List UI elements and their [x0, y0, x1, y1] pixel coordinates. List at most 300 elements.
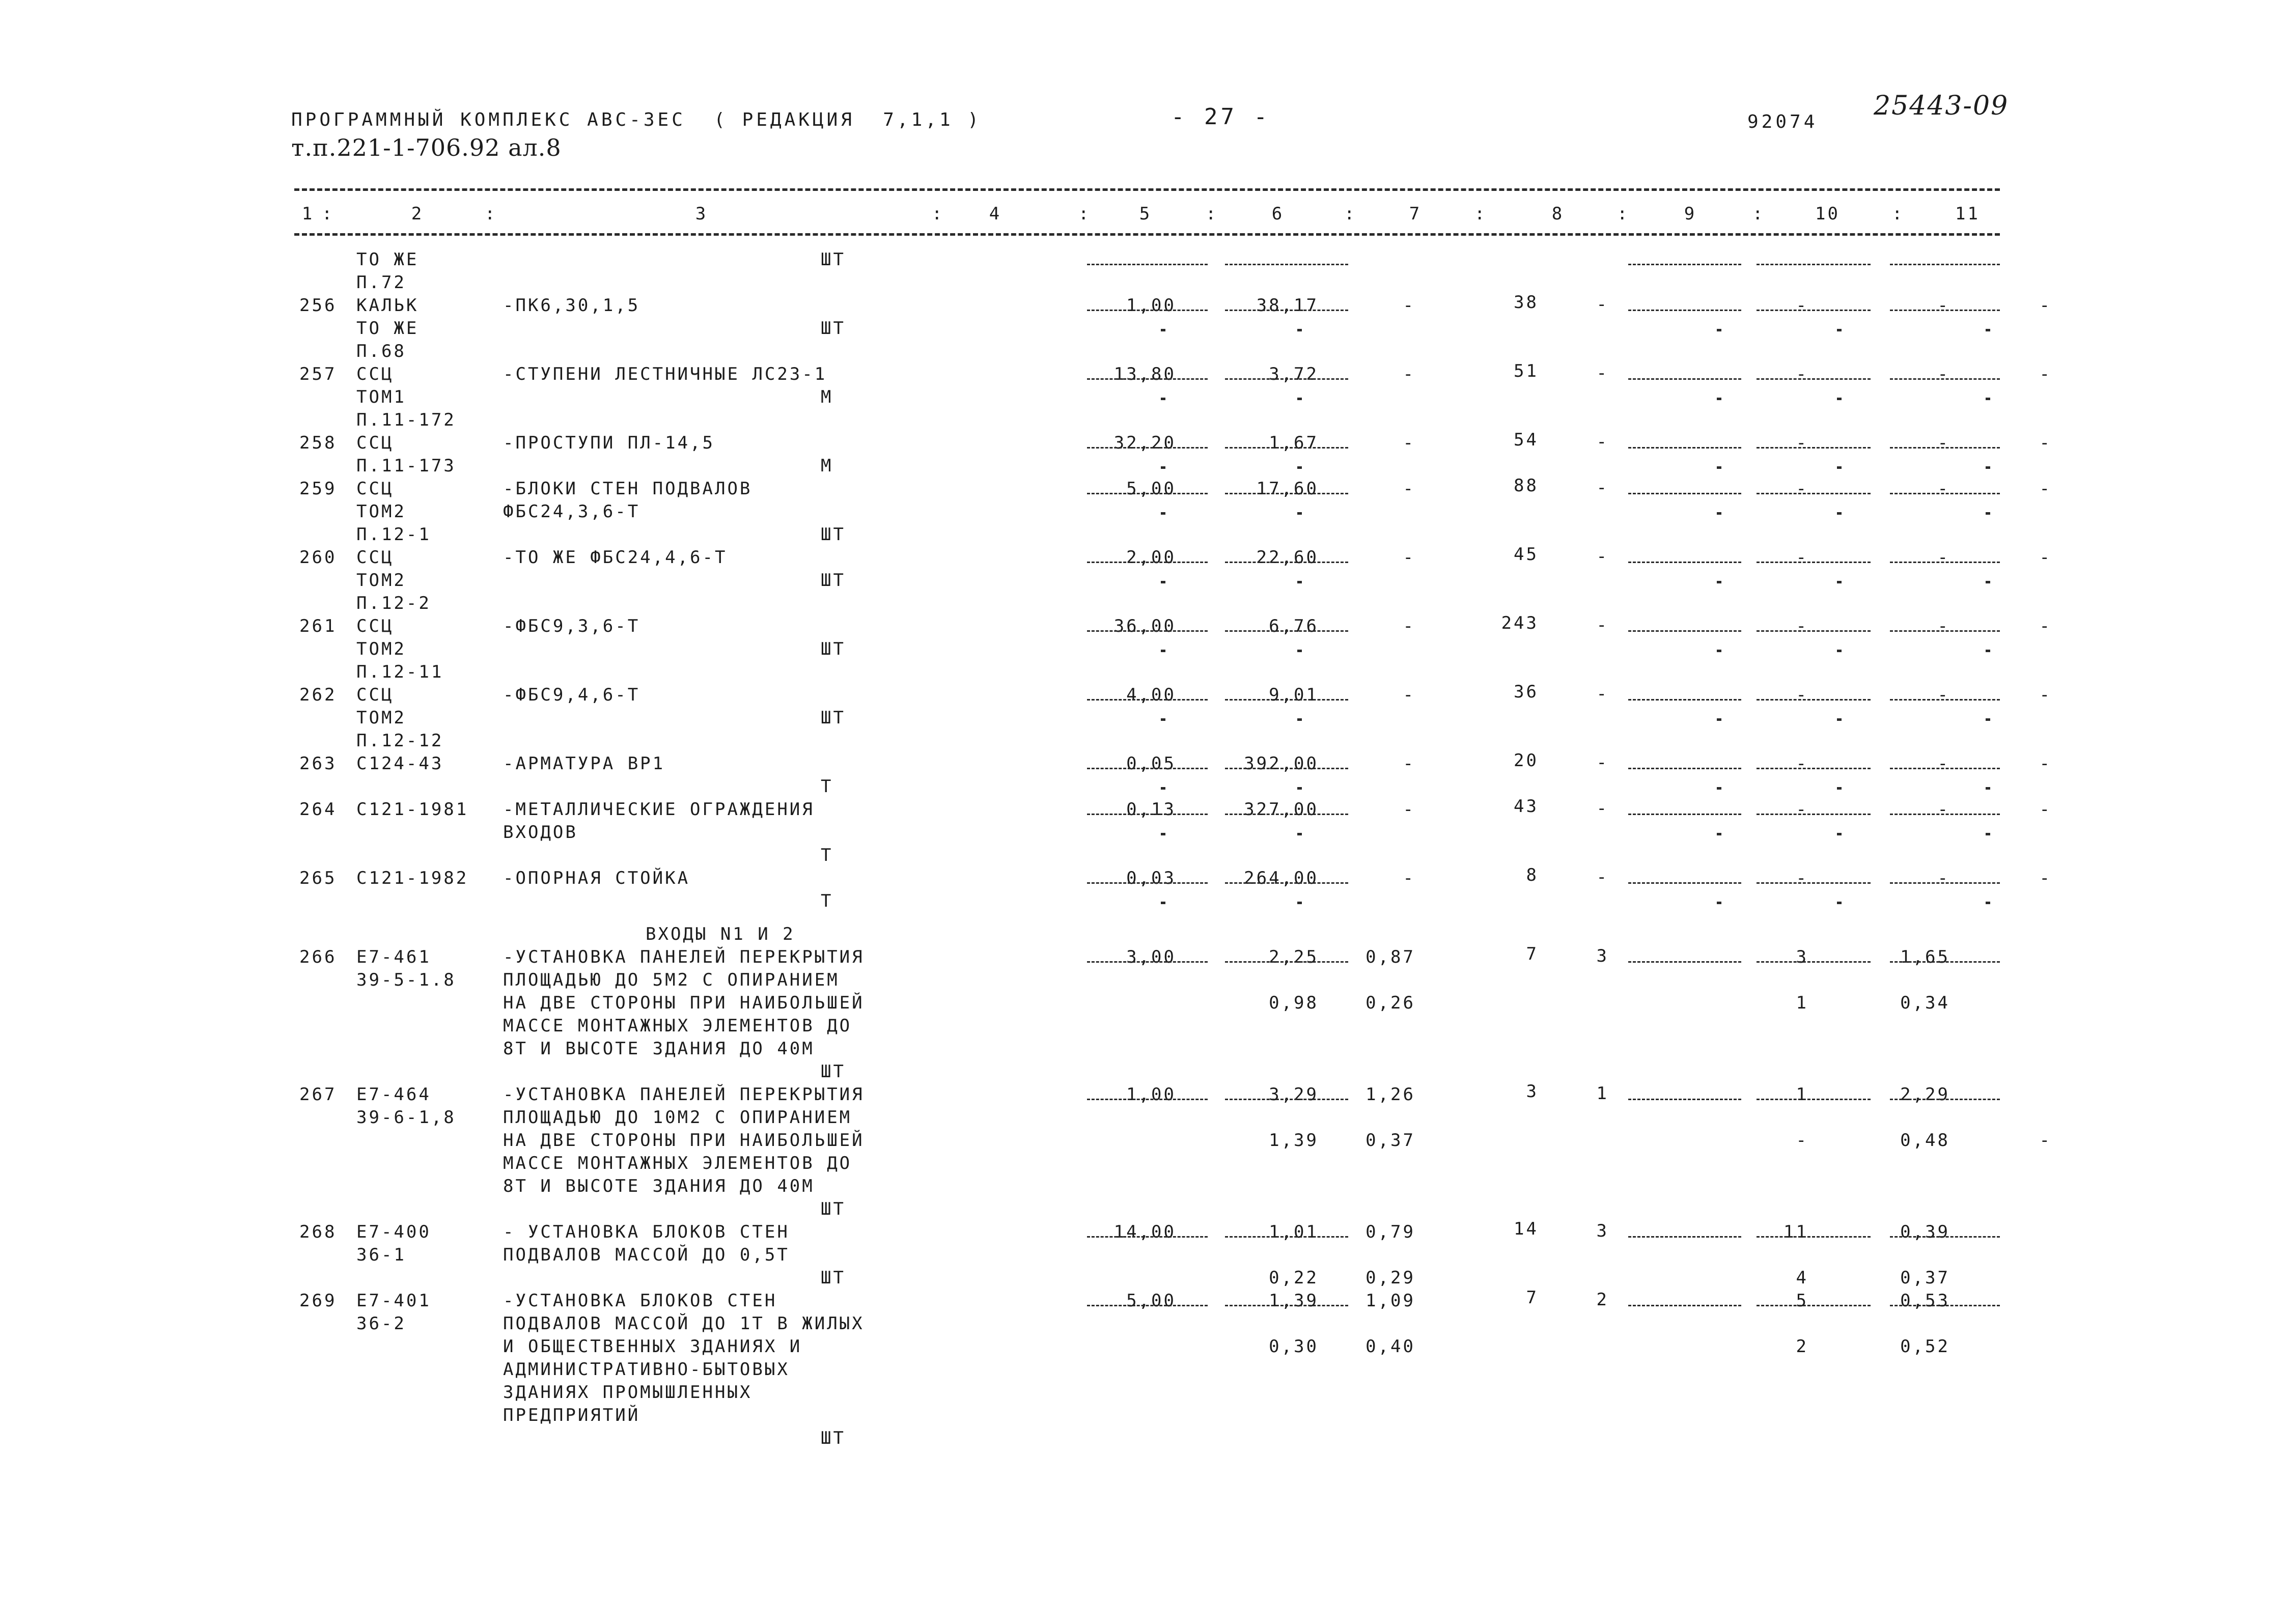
cell-c5: 17,60	[1256, 479, 1319, 499]
cell-c8: -	[1596, 294, 1609, 315]
cell-qty: 5,00	[1126, 479, 1176, 499]
cell-c11: -	[2039, 616, 2052, 636]
cell-c6: 0,40	[1366, 1336, 1415, 1357]
empty-mark	[1986, 718, 1990, 721]
row-code: С124-43	[356, 753, 444, 774]
cell-c8: -	[1596, 867, 1609, 887]
column-separator: :	[1617, 204, 1630, 224]
row-code: ССЦ	[356, 479, 394, 499]
row-description: МАССЕ МОНТАЖНЫХ ЭЛЕМЕНТОВ ДО	[503, 1016, 852, 1036]
cell-c6: -	[1403, 547, 1415, 568]
row-unit: ШТ	[821, 1199, 846, 1219]
row-number: 259	[299, 479, 337, 499]
row-code: ТО ЖЕ	[356, 249, 419, 270]
cell-c10: -	[1937, 364, 1950, 384]
row-description: ПРЕДПРИЯТИЙ	[503, 1405, 640, 1425]
subtotal-rule	[1890, 814, 2000, 815]
row-description: -УСТАНОВКА ПАНЕЛЕЙ ПЕРЕКРЫТИЯ	[503, 947, 865, 967]
subtotal-rule	[1628, 1099, 1741, 1100]
cell-c11: -	[2039, 433, 2052, 453]
empty-mark	[1837, 787, 1842, 790]
subtotal-rule	[1628, 447, 1741, 449]
subtotal-rule	[1225, 961, 1348, 963]
empty-mark	[1986, 398, 1990, 400]
subtotal-rule	[1087, 961, 1208, 963]
cell-qty: 0,13	[1126, 799, 1176, 820]
subtotal-rule	[1628, 961, 1741, 963]
cell-c10: -	[1937, 868, 1950, 888]
cell-c7: 14	[1514, 1219, 1539, 1239]
subtotal-rule	[1225, 310, 1348, 311]
empty-mark	[1717, 466, 1721, 469]
cell-c5: 327,00	[1244, 799, 1319, 820]
cell-c8: -	[1596, 752, 1609, 773]
row-code: П.11-173	[356, 456, 456, 476]
row-code: 36-1	[356, 1245, 406, 1265]
cell-c5: 2,25	[1269, 947, 1319, 967]
empty-mark	[1717, 833, 1721, 835]
empty-mark	[1297, 329, 1302, 331]
row-code: Е7-401	[356, 1291, 431, 1311]
cell-c5: 0,30	[1269, 1336, 1319, 1357]
cell-c9: 3	[1796, 947, 1808, 967]
subtotal-rule	[1890, 882, 2000, 884]
cell-c6: -	[1403, 616, 1415, 636]
row-description: -ФБС9,4,6-Т	[503, 685, 640, 705]
project-reference: т.п.221-1-706.92 ал.8	[291, 134, 562, 161]
cell-c5: 0,98	[1269, 993, 1319, 1013]
subtotal-rule	[1087, 882, 1208, 884]
row-description: -УСТАНОВКА ПАНЕЛЕЙ ПЕРЕКРЫТИЯ	[503, 1084, 865, 1105]
row-description: ФБС24,3,6-Т	[503, 501, 640, 522]
row-code: 39-5-1.8	[356, 970, 456, 990]
column-header-cell: 1	[301, 204, 315, 224]
subtotal-rule	[1890, 310, 2000, 311]
empty-mark	[1297, 512, 1302, 515]
section-title: ВХОДЫ N1 И 2	[646, 924, 795, 944]
document-code: 92074	[1747, 111, 1818, 132]
cell-c11: -	[2039, 364, 2052, 384]
row-code: Е7-400	[356, 1222, 431, 1242]
subtotal-rule	[1890, 961, 2000, 963]
empty-mark	[1297, 718, 1302, 721]
row-unit: ШТ	[821, 708, 846, 728]
subtotal-rule	[1087, 378, 1208, 380]
cell-c6: -	[1403, 364, 1415, 384]
row-code: П.68	[356, 341, 406, 361]
column-separator: :	[485, 204, 497, 224]
subtotal-rule	[1890, 630, 2000, 632]
cell-c8: -	[1596, 478, 1609, 498]
column-header-cell: 10	[1815, 204, 1840, 224]
column-header-cell: 7	[1409, 204, 1422, 224]
row-unit: ШТ	[821, 570, 846, 591]
row-code: Е7-464	[356, 1084, 431, 1105]
empty-mark	[1297, 833, 1302, 835]
subtotal-rule	[1628, 630, 1741, 632]
cell-c7: 20	[1514, 750, 1539, 771]
cell-c9: -	[1796, 547, 1808, 568]
cell-c9: -	[1796, 753, 1808, 774]
empty-mark	[1837, 329, 1842, 331]
empty-mark	[1986, 902, 1990, 904]
subtotal-rule	[1757, 1305, 1871, 1306]
cell-c6: 1,09	[1366, 1291, 1415, 1311]
cell-qty: 2,00	[1126, 547, 1176, 568]
subtotal-rule	[1225, 1099, 1348, 1100]
cell-c7: 54	[1514, 430, 1539, 450]
cell-c10: 0,52	[1900, 1336, 1950, 1357]
row-description: ПЛОЩАДЬЮ ДО 10М2 С ОПИРАНИЕМ	[503, 1107, 852, 1128]
empty-mark	[1297, 466, 1302, 469]
cell-c6: 0,26	[1366, 993, 1415, 1013]
row-code: ТОМ2	[356, 570, 406, 591]
subtotal-rule	[1225, 768, 1348, 769]
cell-c10: 0,39	[1900, 1222, 1950, 1242]
row-description: ПОДВАЛОВ МАССОЙ ДО 1Т В ЖИЛЫХ	[503, 1313, 865, 1334]
column-separator: :	[1078, 204, 1091, 224]
row-unit: Т	[821, 776, 833, 797]
empty-mark	[1161, 833, 1165, 835]
row-number: 266	[299, 947, 337, 967]
cell-c6: 1,26	[1366, 1084, 1415, 1105]
subtotal-rule	[1757, 1236, 1871, 1238]
subtotal-rule	[1890, 699, 2000, 701]
empty-mark	[1837, 466, 1842, 469]
empty-mark	[1837, 650, 1842, 652]
cell-c9: -	[1796, 295, 1808, 316]
cell-c6: -	[1403, 868, 1415, 888]
cell-qty: 4,00	[1126, 685, 1176, 705]
empty-mark	[1837, 581, 1842, 583]
subtotal-rule	[1628, 310, 1741, 311]
column-separator: :	[1474, 204, 1487, 224]
row-number: 267	[299, 1084, 337, 1105]
subtotal-rule	[1225, 699, 1348, 701]
cell-c10: -	[1937, 479, 1950, 499]
cell-c11: -	[2039, 1130, 2052, 1151]
cell-c10: 2,29	[1900, 1084, 1950, 1105]
cell-c11: -	[2039, 868, 2052, 888]
subtotal-rule	[1628, 264, 1741, 265]
subtotal-rule	[1628, 699, 1741, 701]
subtotal-rule	[1890, 1305, 2000, 1306]
cell-c6: -	[1403, 685, 1415, 705]
cell-c10: 0,53	[1900, 1291, 1950, 1311]
page-number: - 27 -	[1171, 104, 1270, 130]
cell-c9: -	[1796, 616, 1808, 636]
row-description: -ФБС9,3,6-Т	[503, 616, 640, 636]
subtotal-rule	[1757, 264, 1871, 265]
subtotal-rule	[1225, 378, 1348, 380]
subtotal-rule	[1225, 1305, 1348, 1306]
cell-c6: -	[1403, 799, 1415, 820]
cell-c7: 45	[1514, 544, 1539, 565]
cell-c6: -	[1403, 753, 1415, 774]
row-code: ТОМ1	[356, 387, 406, 407]
row-description: - УСТАНОВКА БЛОКОВ СТЕН	[503, 1222, 790, 1242]
empty-mark	[1717, 787, 1721, 790]
column-header-cell: 3	[695, 204, 708, 224]
column-header-cell: 9	[1684, 204, 1697, 224]
subtotal-rule	[1087, 1099, 1208, 1100]
cell-c6: 0,29	[1366, 1268, 1415, 1288]
cell-c5: 6,76	[1269, 616, 1319, 636]
empty-mark	[1717, 718, 1721, 721]
row-number: 268	[299, 1222, 337, 1242]
subtotal-rule	[1087, 699, 1208, 701]
empty-mark	[1717, 581, 1721, 583]
cell-c9: -	[1796, 364, 1808, 384]
cell-c9: 1	[1796, 1084, 1808, 1105]
subtotal-rule	[1757, 699, 1871, 701]
cell-c6: 0,37	[1366, 1130, 1415, 1151]
empty-mark	[1986, 512, 1990, 515]
cell-c8: 3	[1596, 1221, 1609, 1241]
row-unit: ШТ	[821, 1268, 846, 1288]
row-code: КАЛЬК	[356, 295, 419, 316]
column-header-cell: 4	[989, 204, 1002, 224]
header-bottom-rule	[294, 233, 2000, 236]
row-code: П.72	[356, 272, 406, 293]
row-number: 264	[299, 799, 337, 820]
subtotal-rule	[1628, 562, 1741, 563]
subtotal-rule	[1225, 562, 1348, 563]
row-number: 262	[299, 685, 337, 705]
empty-mark	[1161, 512, 1165, 515]
subtotal-rule	[1225, 447, 1348, 449]
row-description: И ОБЩЕСТВЕННЫХ ЗДАНИЯХ И	[503, 1336, 802, 1357]
subtotal-rule	[1890, 1236, 2000, 1238]
cell-c5: 9,01	[1269, 685, 1319, 705]
subtotal-rule	[1225, 264, 1348, 265]
cell-c8: 1	[1596, 1083, 1609, 1104]
row-code: П.11-172	[356, 410, 456, 430]
row-code: 39-6-1,8	[356, 1107, 456, 1128]
column-header-cell: 8	[1551, 204, 1565, 224]
cell-c10: -	[1937, 616, 1950, 636]
subtotal-rule	[1890, 562, 2000, 563]
cell-c8: -	[1596, 684, 1609, 704]
cell-c9: -	[1796, 1130, 1808, 1151]
subtotal-rule	[1087, 768, 1208, 769]
empty-mark	[1161, 466, 1165, 469]
cell-c11: -	[2039, 799, 2052, 820]
subtotal-rule	[1890, 447, 2000, 449]
row-description: -АРМАТУРА ВР1	[503, 753, 665, 774]
cell-qty: 3,00	[1126, 947, 1176, 967]
subtotal-rule	[1890, 1099, 2000, 1100]
row-code: ТО ЖЕ	[356, 318, 419, 339]
cell-c8: -	[1596, 546, 1609, 567]
cell-qty: 14,00	[1113, 1222, 1176, 1242]
row-number: 263	[299, 753, 337, 774]
subtotal-rule	[1757, 882, 1871, 884]
subtotal-rule	[1628, 768, 1741, 769]
cell-c5: 1,67	[1269, 433, 1319, 453]
row-description: -СТУПЕНИ ЛЕСТНИЧНЫЕ ЛС23-1	[503, 364, 827, 384]
empty-mark	[1986, 787, 1990, 790]
cell-c5: 3,72	[1269, 364, 1319, 384]
column-separator: :	[1892, 204, 1905, 224]
empty-mark	[1297, 581, 1302, 583]
cell-qty: 0,03	[1126, 868, 1176, 888]
row-code: Е7-461	[356, 947, 431, 967]
subtotal-rule	[1757, 562, 1871, 563]
row-unit: ШТ	[821, 1061, 846, 1082]
cell-c5: 1,39	[1269, 1130, 1319, 1151]
cell-c7: 243	[1501, 613, 1539, 633]
cell-c6: 0,79	[1366, 1222, 1415, 1242]
cell-c9: 4	[1796, 1268, 1808, 1288]
program-title: ПРОГРАММНЫЙ КОМПЛЕКС АВС-ЗЕС ( РЕДАКЦИЯ 7,1,1 )	[291, 109, 982, 130]
empty-mark	[1717, 512, 1721, 515]
cell-c7: 88	[1514, 475, 1539, 496]
row-unit: М	[821, 456, 833, 476]
row-description: ПЛОЩАДЬЮ ДО 5М2 С ОПИРАНИЕМ	[503, 970, 840, 990]
row-description: 8Т И ВЫСОТЕ ЗДАНИЯ ДО 40М	[503, 1176, 815, 1196]
subtotal-rule	[1628, 1305, 1741, 1306]
row-code: ССЦ	[356, 433, 394, 453]
empty-mark	[1161, 398, 1165, 400]
column-separator: :	[1344, 204, 1357, 224]
row-number: 260	[299, 547, 337, 568]
row-code: П.12-2	[356, 593, 431, 613]
row-number: 269	[299, 1291, 337, 1311]
subtotal-rule	[1757, 630, 1871, 632]
row-code: С121-1981	[356, 799, 469, 820]
cell-c7: 36	[1514, 682, 1539, 702]
subtotal-rule	[1087, 310, 1208, 311]
empty-mark	[1161, 787, 1165, 790]
cell-c6: -	[1403, 433, 1415, 453]
cell-c9: 5	[1796, 1291, 1808, 1311]
subtotal-rule	[1757, 961, 1871, 963]
cell-qty: 36,00	[1113, 616, 1176, 636]
cell-c5: 0,22	[1269, 1268, 1319, 1288]
row-code: П.12-12	[356, 731, 444, 751]
row-code: 36-2	[356, 1313, 406, 1334]
column-separator: :	[1206, 204, 1218, 224]
cell-qty: 0,05	[1126, 753, 1176, 774]
cell-c6: -	[1403, 295, 1415, 316]
row-unit: ШТ	[821, 318, 846, 339]
row-description: 8Т И ВЫСОТЕ ЗДАНИЯ ДО 40М	[503, 1039, 815, 1059]
cell-c7: 7	[1526, 1287, 1539, 1308]
subtotal-rule	[1890, 493, 2000, 494]
cell-c7: 8	[1526, 865, 1539, 885]
cell-c10: -	[1937, 433, 1950, 453]
subtotal-rule	[1890, 378, 2000, 380]
row-unit: Т	[821, 845, 833, 865]
cell-c7: 43	[1514, 796, 1539, 817]
row-code: ССЦ	[356, 685, 394, 705]
empty-mark	[1837, 902, 1842, 904]
subtotal-rule	[1225, 493, 1348, 494]
empty-mark	[1297, 650, 1302, 652]
subtotal-rule	[1757, 310, 1871, 311]
empty-mark	[1837, 398, 1842, 400]
column-header-cell: 6	[1271, 204, 1285, 224]
cell-c6: -	[1403, 479, 1415, 499]
cell-c9: 11	[1784, 1222, 1808, 1242]
cell-c9: 1	[1796, 993, 1808, 1013]
cell-c9: -	[1796, 685, 1808, 705]
row-description: МАССЕ МОНТАЖНЫХ ЭЛЕМЕНТОВ ДО	[503, 1153, 852, 1173]
subtotal-rule	[1087, 264, 1208, 265]
cell-c5: 38,17	[1256, 295, 1319, 316]
cell-c10: -	[1937, 295, 1950, 316]
subtotal-rule	[1087, 1236, 1208, 1238]
row-unit: ШТ	[821, 639, 846, 659]
cell-c9: -	[1796, 868, 1808, 888]
cell-c8: -	[1596, 432, 1609, 452]
cell-c9: -	[1796, 799, 1808, 820]
row-description: -УСТАНОВКА БЛОКОВ СТЕН	[503, 1291, 777, 1311]
cell-c10: 0,34	[1900, 993, 1950, 1013]
subtotal-rule	[1225, 882, 1348, 884]
cell-c5: 264,00	[1244, 868, 1319, 888]
subtotal-rule	[1087, 630, 1208, 632]
empty-mark	[1986, 329, 1990, 331]
subtotal-rule	[1628, 814, 1741, 815]
cell-c5: 3,29	[1269, 1084, 1319, 1105]
cell-c5: 392,00	[1244, 753, 1319, 774]
subtotal-rule	[1757, 378, 1871, 380]
cell-c8: -	[1596, 615, 1609, 635]
row-description: НА ДВЕ СТОРОНЫ ПРИ НАИБОЛЬШЕЙ	[503, 1130, 865, 1151]
subtotal-rule	[1087, 1305, 1208, 1306]
subtotal-rule	[1757, 1099, 1871, 1100]
column-header-cell: 5	[1139, 204, 1152, 224]
empty-mark	[1297, 902, 1302, 904]
cell-c9: 2	[1796, 1336, 1808, 1357]
cell-qty: 1,00	[1126, 295, 1176, 316]
column-header-cell: 11	[1955, 204, 1980, 224]
subtotal-rule	[1628, 1236, 1741, 1238]
cell-c7: 51	[1514, 361, 1539, 381]
row-number: 258	[299, 433, 337, 453]
column-header-cell: 2	[411, 204, 424, 224]
subtotal-rule	[1757, 768, 1871, 769]
row-description: -ПК6,30,1,5	[503, 295, 640, 316]
cell-c9: -	[1796, 479, 1808, 499]
row-code: ТОМ2	[356, 501, 406, 522]
row-unit: Т	[821, 891, 833, 911]
row-code: С121-1982	[356, 868, 469, 888]
empty-mark	[1837, 718, 1842, 721]
cell-c10: -	[1937, 753, 1950, 774]
cell-c5: 22,60	[1256, 547, 1319, 568]
cell-c11: -	[2039, 295, 2052, 316]
row-description: ПОДВАЛОВ МАССОЙ ДО 0,5Т	[503, 1245, 790, 1265]
empty-mark	[1717, 902, 1721, 904]
cell-c11: -	[2039, 753, 2052, 774]
handwritten-number: 25443-09	[1874, 91, 2009, 121]
cell-c7: 3	[1526, 1081, 1539, 1102]
cell-c9: -	[1796, 433, 1808, 453]
row-number: 265	[299, 868, 337, 888]
row-unit: ШТ	[821, 1428, 846, 1448]
empty-mark	[1161, 329, 1165, 331]
cell-qty: 1,00	[1126, 1084, 1176, 1105]
empty-mark	[1837, 512, 1842, 515]
column-separator: :	[1752, 204, 1765, 224]
row-code: ТОМ2	[356, 639, 406, 659]
row-code: П.12-11	[356, 662, 444, 682]
empty-mark	[1297, 398, 1302, 400]
empty-mark	[1161, 581, 1165, 583]
